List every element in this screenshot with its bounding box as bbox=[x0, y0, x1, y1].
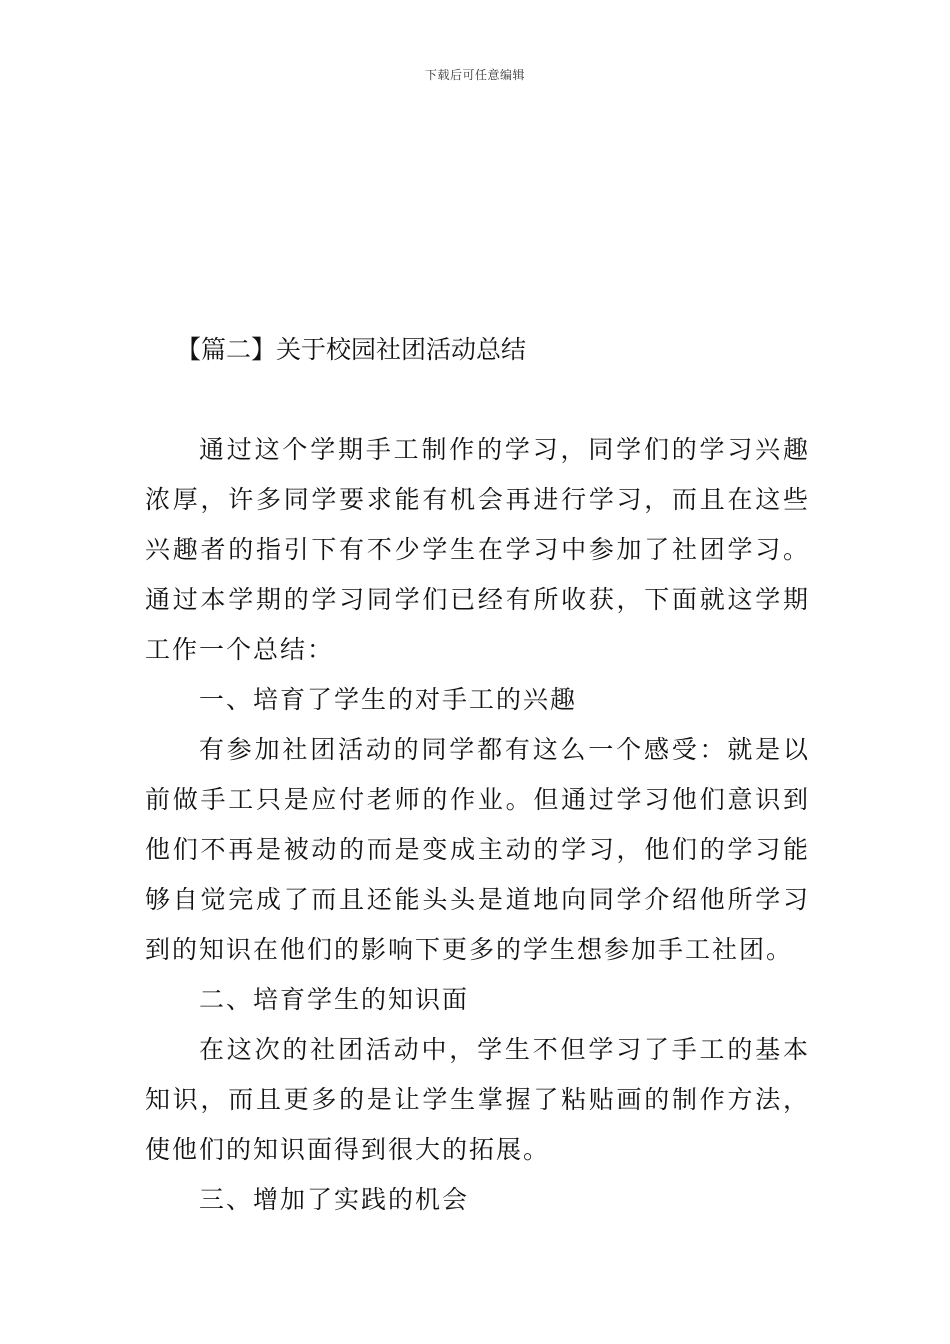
section-heading-3: 三、增加了实践的机会 bbox=[199, 1185, 470, 1214]
intro-paragraph: 通过这个学期手工制作的学习，同学们的学习兴趣浓厚，许多同学要求能有机会再进行学习，而且在这些兴趣者的指引下有不少学生在学习中参加了社团学习。通过本学期的学习同学们已经有所收获，下面就这学期工作一个总结： bbox=[145, 435, 810, 664]
section-paragraph-1: 有参加社团活动的同学都有这么一个感受：就是以前做手工只是应付老师的作业。但通过学习他们意识到他们不再是被动的而是变成主动的学习，他们的学习能够自觉完成了而且还能头头是道地向同学介绍他所学习到的知识在他们的影响下更多的学生想参加手工社团。 bbox=[145, 735, 810, 964]
section-paragraph-2: 在这次的社团活动中，学生不但学习了手工的基本知识，而且更多的是让学生掌握了粘贴画的制作方法，使他们的知识面得到很大的拓展。 bbox=[145, 1035, 810, 1164]
section-heading-2: 二、培育学生的知识面 bbox=[199, 985, 470, 1014]
page-header-note: 下载后可任意编辑 bbox=[424, 68, 525, 82]
section-heading-1: 一、培育了学生的对手工的兴趣 bbox=[199, 685, 578, 714]
document-title: 【篇二】关于校园社团活动总结 bbox=[176, 335, 527, 364]
document-body bbox=[145, 425, 810, 1225]
